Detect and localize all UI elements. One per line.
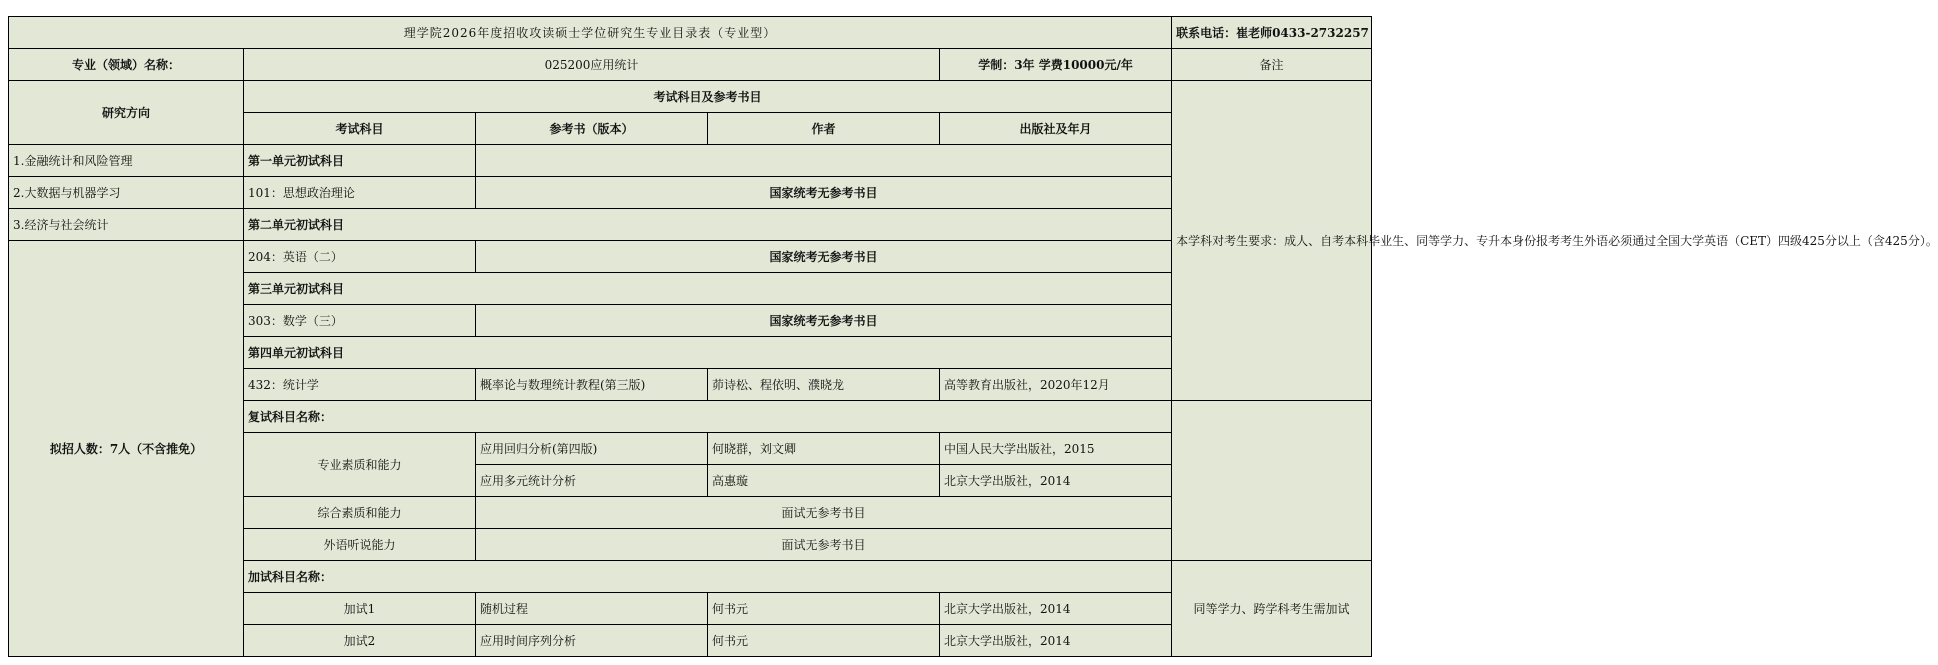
unit4-publisher: 高等教育出版社，2020年12月 <box>940 369 1172 401</box>
retest-book: 应用回归分析(第四版) <box>476 433 708 465</box>
enrollment-quota: 拟招人数：7人（不含推免） <box>9 241 244 657</box>
catalog-table <box>8 16 1938 657</box>
retest-publisher: 中国人民大学出版社，2015 <box>940 433 1172 465</box>
retest-author: 高惠璇 <box>708 465 940 497</box>
unit1-blank <box>476 145 1172 177</box>
extra-book: 应用时间序列分析 <box>476 625 708 657</box>
extra-name: 加试2 <box>244 625 476 657</box>
direction-item: 3.经济与社会统计 <box>9 209 244 241</box>
extra-note: 同等学力、跨学科考生需加试 <box>1172 561 1372 657</box>
requirements-note: 本学科对考生要求：成人、自考本科毕业生、同等学力、专升本身份报考考生外语必须通过全国大学英语（CET）四级425分以上（含425分）。 <box>1172 81 1372 401</box>
retest-author: 何晓群，刘文卿 <box>708 433 940 465</box>
unit2-subject: 204：英语（二） <box>244 241 476 273</box>
duration-fee: 学制：3年 学费10000元/年 <box>940 49 1172 81</box>
major-value: 025200应用统计 <box>244 49 940 81</box>
col-book: 参考书（版本） <box>476 113 708 145</box>
extra-book: 随机过程 <box>476 593 708 625</box>
unit3-subject: 303：数学（三） <box>244 305 476 337</box>
unit4-book: 概率论与数理统计教程(第三版) <box>476 369 708 401</box>
unit1-label: 第一单元初试科目 <box>244 145 476 177</box>
unit4-author: 茆诗松、程依明、濮晓龙 <box>708 369 940 401</box>
unit1-subject: 101：思想政治理论 <box>244 177 476 209</box>
direction-item: 2.大数据与机器学习 <box>9 177 244 209</box>
col-author: 作者 <box>708 113 940 145</box>
unit4-subject: 432：统计学 <box>244 369 476 401</box>
unit2-label: 第二单元初试科目 <box>244 209 1172 241</box>
col-publisher: 出版社及年月 <box>940 113 1172 145</box>
extra-publisher: 北京大学出版社，2014 <box>940 593 1172 625</box>
retest-language: 外语听说能力 <box>244 529 476 561</box>
direction-item: 1.金融统计和风险管理 <box>9 145 244 177</box>
unit2-no-book: 国家统考无参考书目 <box>476 241 1172 273</box>
extra-author: 何书元 <box>708 625 940 657</box>
retest-general-no-book: 面试无参考书目 <box>476 497 1172 529</box>
extra-name: 加试1 <box>244 593 476 625</box>
retest-book: 应用多元统计分析 <box>476 465 708 497</box>
retest-publisher: 北京大学出版社，2014 <box>940 465 1172 497</box>
extra-label: 加试科目名称： <box>244 561 1172 593</box>
unit3-label: 第三单元初试科目 <box>244 273 1172 305</box>
col-subject: 考试科目 <box>244 113 476 145</box>
unit4-label: 第四单元初试科目 <box>244 337 1172 369</box>
retest-remarks-blank <box>1172 401 1372 561</box>
exam-header: 考试科目及参考书目 <box>244 81 1172 113</box>
remarks-label: 备注 <box>1172 49 1372 81</box>
research-direction-label: 研究方向 <box>9 81 244 145</box>
page-title: 理学院2026年度招收攻读硕士学位研究生专业目录表（专业型） <box>9 17 1172 49</box>
retest-professional: 专业素质和能力 <box>244 433 476 497</box>
unit3-no-book: 国家统考无参考书目 <box>476 305 1172 337</box>
extra-author: 何书元 <box>708 593 940 625</box>
retest-label: 复试科目名称： <box>244 401 1172 433</box>
retest-general: 综合素质和能力 <box>244 497 476 529</box>
major-label: 专业（领域）名称： <box>9 49 244 81</box>
extra-publisher: 北京大学出版社，2014 <box>940 625 1172 657</box>
retest-language-no-book: 面试无参考书目 <box>476 529 1172 561</box>
contact-phone: 联系电话：崔老师0433-2732257 <box>1172 17 1372 49</box>
unit1-no-book: 国家统考无参考书目 <box>476 177 1172 209</box>
